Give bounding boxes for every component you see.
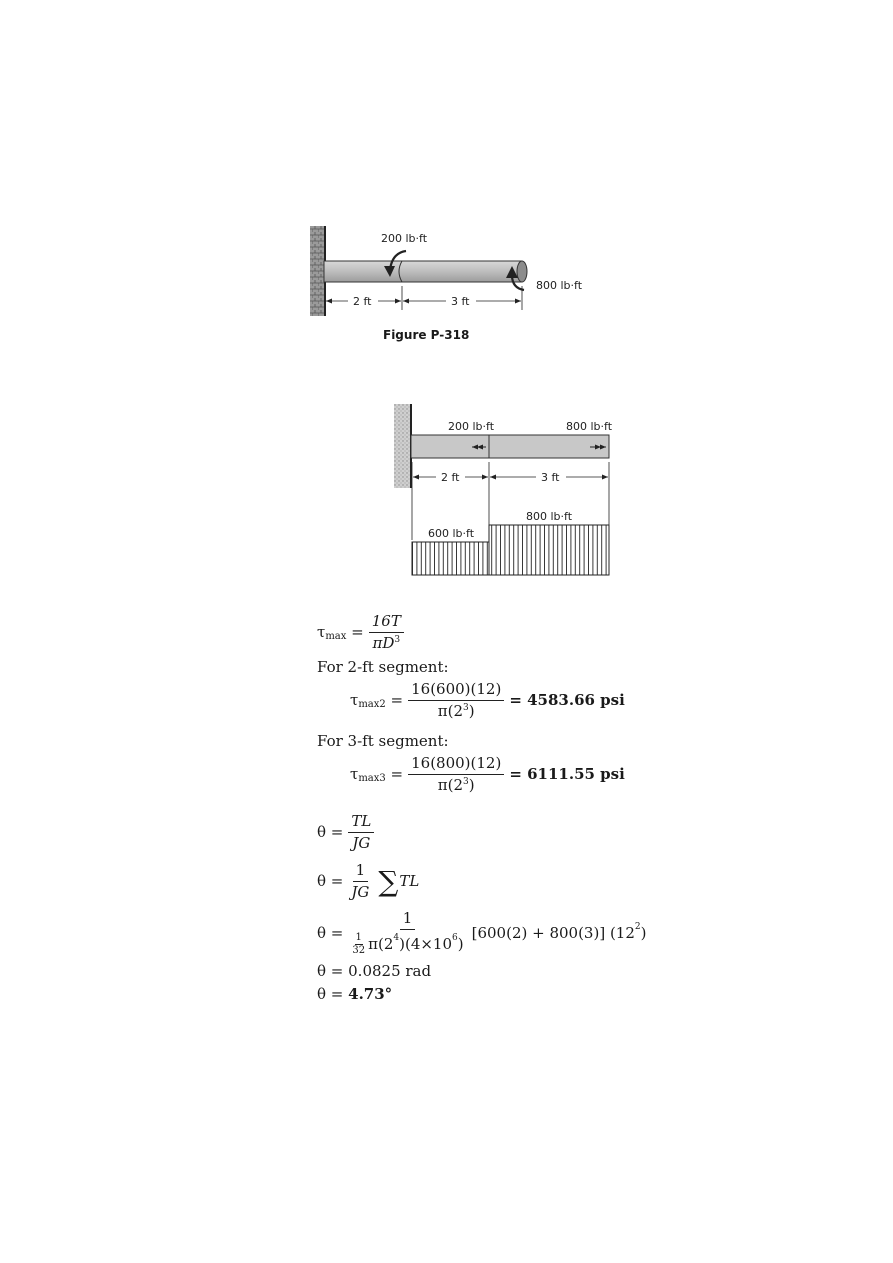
fbd-dimension-left: 2 ft — [441, 471, 460, 484]
torque-label-end: 800 lb·ft — [536, 279, 583, 292]
result-tau-max2: = 4583.66 psi — [509, 691, 625, 709]
fixed-wall-2 — [394, 404, 411, 488]
fixed-wall — [310, 226, 325, 316]
eq-tau-max3: τ max3 = $\frac{16(800)(12)}{\pi(2^3)}$ = 6111.55 psi — [350, 754, 625, 794]
shaft — [324, 261, 522, 282]
heading-2ft-segment: For 2-ft segment: — [317, 658, 449, 676]
dimension-left: 2 ft — [353, 295, 372, 308]
fbd-dimension-right: 3 ft — [541, 471, 560, 484]
eq-theta-3: θ = 1 $\frac{1}{32}$ π(2 4 )(4×10 6 ) [600(2) + 800(3)] (12 2 ) — [317, 909, 647, 956]
figure-caption: Figure P-318 — [383, 328, 470, 342]
figure-p318 — [300, 220, 600, 325]
fbd-label-200: 200 lb·ft — [448, 420, 495, 433]
eq-tau-max2: τ max2 = $\frac{16(600)(12)}{\pi(2^3)}$ = 4583.66 psi — [350, 680, 625, 720]
eq-theta-2: θ = $\frac{1}{JG}$ ∑ TL — [317, 861, 420, 901]
eq-theta-1: θ = $\frac{TL}{JG}$ — [317, 814, 379, 851]
torque-label-mid: 200 lb·ft — [381, 232, 428, 245]
torque-block-600 — [412, 542, 489, 575]
shaft-end — [517, 261, 527, 282]
torque-block-800 — [489, 525, 609, 575]
result-theta-rad: θ = 0.0825 rad — [317, 962, 432, 980]
torque-diagram-figure — [390, 400, 620, 580]
fbd-label-800: 800 lb·ft — [566, 420, 613, 433]
result-tau-max3: = 6111.55 psi — [509, 765, 625, 783]
torque-diagram-label-800: 800 lb·ft — [526, 510, 573, 523]
heading-3ft-segment: For 3-ft segment: — [317, 732, 449, 750]
result-theta-deg: θ = 4.73° — [317, 985, 393, 1003]
eq-tau-max: τ max = $\frac{16T}{\pi D^3}$ — [317, 614, 409, 651]
dimension-right: 3 ft — [451, 295, 470, 308]
shaft-2 — [411, 435, 609, 458]
torque-diagram-label-600: 600 lb·ft — [428, 527, 475, 540]
